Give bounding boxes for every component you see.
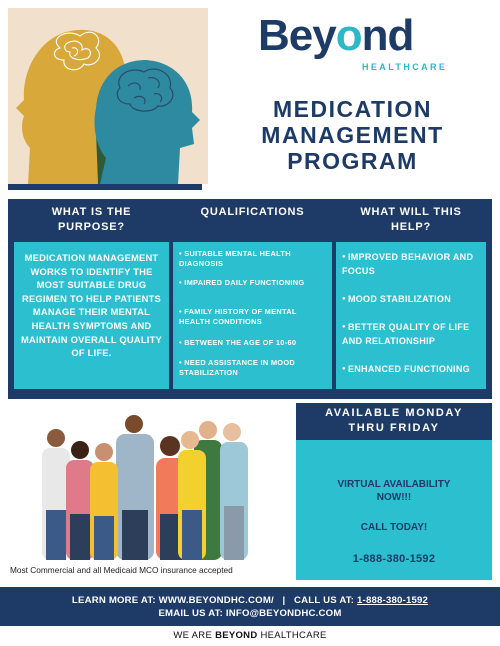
help-item: ● ENHANCED FUNCTIONING [342, 364, 470, 374]
availability-heading: AVAILABLE MONDAY THRU FRIDAY [296, 403, 492, 440]
availability-box [296, 440, 492, 580]
help-item: ● MOOD STABILIZATION [342, 294, 451, 304]
info-panel [8, 199, 492, 399]
footer-email-link[interactable]: EMAIL US AT: INFO@BEYONDHC.COM [158, 608, 342, 619]
help-box [336, 242, 486, 389]
help-heading: WHAT WILL THIS HELP? [360, 206, 462, 233]
qualification-item: • FAMILY HISTORY OF MENTAL HEALTH CONDITIONS [179, 307, 297, 326]
help-item: ● IMPROVED BEHAVIOR AND FOCUS [342, 252, 474, 276]
footer-separator: | [282, 595, 286, 606]
insurance-note: Most Commercial and all Medicaid MCO insurance accepted [10, 565, 233, 575]
hero-image-frame [8, 8, 202, 190]
logo-subtitle: HEALTHCARE [362, 62, 448, 72]
qualifications-heading: QUALIFICATIONS [200, 206, 305, 218]
footer-phone-link[interactable]: 1-888-380-1592 [357, 595, 429, 606]
qualification-item: • SUITABLE MENTAL HEALTH DIAGNOSIS [179, 249, 291, 268]
qualification-item: • NEED ASSISTANCE IN MOOD STABILIZATION [179, 358, 296, 377]
qualification-item: • IMPAIRED DAILY FUNCTIONING [179, 278, 305, 287]
availability-phone[interactable]: 1-888-380-1592 [352, 553, 436, 565]
purpose-heading: WHAT IS THE PURPOSE? [51, 206, 132, 233]
title-line: MEDICATION [273, 96, 432, 122]
title-line: PROGRAM [287, 148, 418, 174]
title-line: MANAGEMENT [261, 122, 444, 148]
call-today-text: CALL TODAY! [360, 522, 428, 533]
beyond-healthcare-logo [258, 12, 478, 74]
heads-illustration [8, 8, 208, 184]
tagline: WE ARE BEYOND HEALTHCARE [173, 630, 327, 641]
page-title [225, 96, 480, 174]
footer-contact-line [0, 595, 500, 606]
group-photo [30, 410, 270, 560]
website-link[interactable]: LEARN MORE AT: WWW.BEYONDHC.COM/ [71, 595, 274, 606]
logo-wordmark: Beyond [258, 11, 414, 60]
qualification-item: • BETWEEN THE AGE OF 10-60 [179, 338, 297, 347]
virtual-availability-text: VIRTUAL AVAILABILITY NOW!!! [337, 479, 451, 503]
purpose-text: MEDICATION MANAGEMENT WORKS TO IDENTIFY THE MOST SUITABLE DRUG REGIMEN TO HELP PATIENTS MANAGE THEIR MENTAL HEALTH SYMPTOMS AND MAINTAIN OVERALL QUALITY OF LIFE. [21, 252, 162, 359]
purpose-box [14, 242, 169, 389]
help-item: ● BETTER QUALITY OF LIFE AND RELATIONSHIP [342, 322, 470, 346]
call-label: CALL US AT: [294, 595, 355, 606]
qualifications-box [173, 242, 332, 389]
footer-bar [0, 587, 500, 626]
